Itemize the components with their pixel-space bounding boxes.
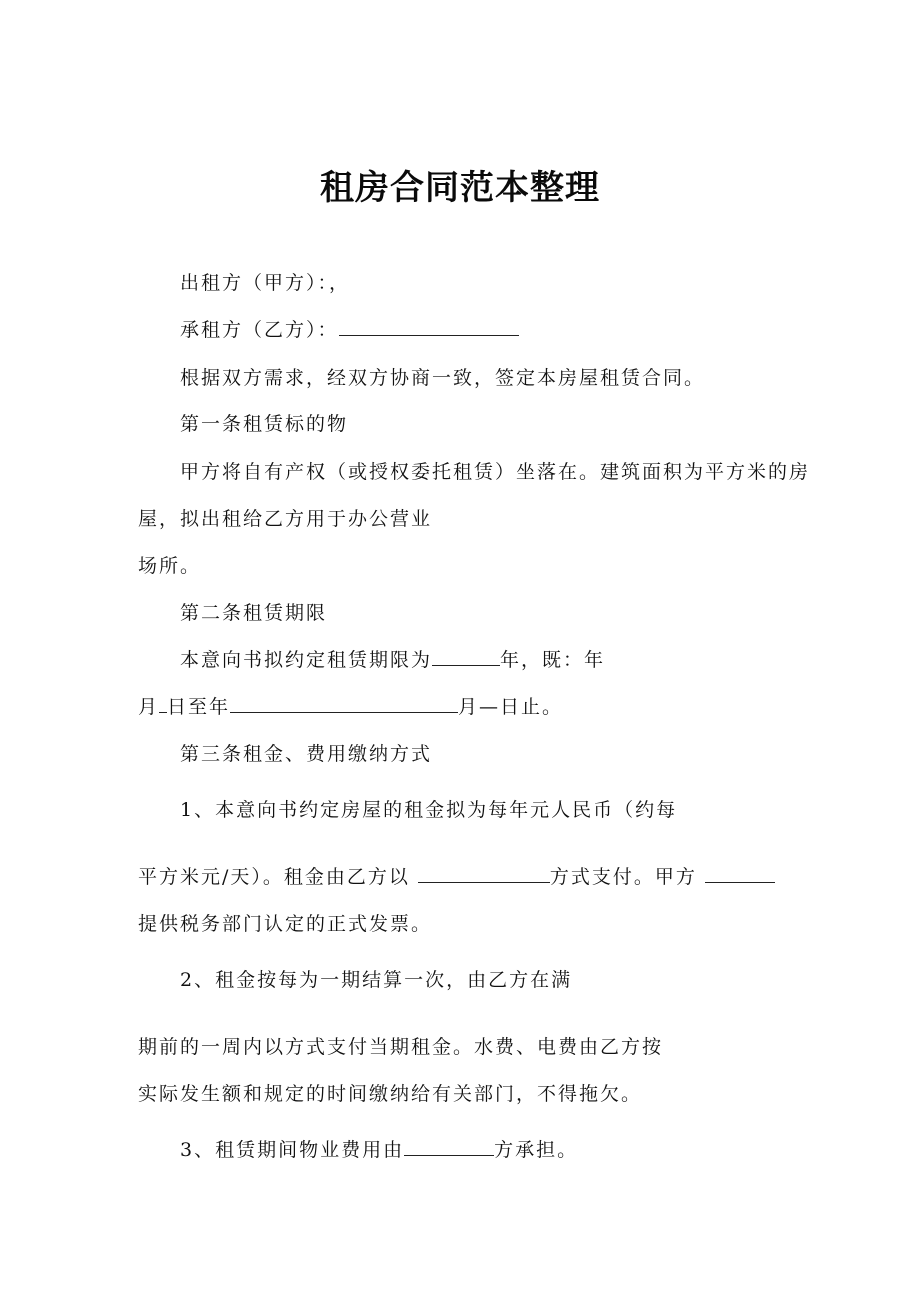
clause-1-line-3: [138, 909, 432, 936]
clause-2-line-2: [138, 1032, 663, 1059]
article-2-line-1: [180, 645, 605, 672]
article-1-heading-text: 第一条租赁标的物: [180, 413, 349, 435]
preamble-text: 根据双方需求，经双方协商一致，签定本房屋租赁合同。: [180, 367, 706, 389]
clause-2-line-3: [138, 1079, 642, 1106]
term-years-blank: [432, 647, 500, 666]
preamble-line: [180, 363, 705, 390]
clause-3-text-1b: 方承担。: [494, 1139, 579, 1161]
clause-3-text-1a: 3、租赁期间物业费用由: [180, 1139, 405, 1161]
article-2-text-2c: 月—日止。: [458, 696, 564, 718]
invoice-blank: [705, 864, 775, 883]
lessee-line: [180, 315, 519, 342]
article-2-line-2: [138, 692, 563, 719]
clause-2-text-2: 期前的一周内以方式支付当期租金。水费、电费由乙方按: [138, 1036, 664, 1058]
lessee-blank: [339, 317, 519, 336]
document-title: 租房合同范本整理: [320, 168, 600, 208]
article-3-heading-text: 第三条租金、费用缴纳方式: [180, 743, 433, 765]
clause-2-text-1: 2、租金按每为一期结算一次，由乙方在满: [180, 969, 573, 991]
clause-1-text-2b: 方式支付。甲方: [549, 866, 697, 888]
article-1-text-3: 场所。: [138, 555, 202, 577]
payment-method-blank: [418, 864, 550, 883]
property-fee-party-blank: [404, 1137, 494, 1156]
article-2-text-2a: 月: [138, 696, 160, 718]
article-2-text-2b: 日至年: [167, 696, 231, 718]
clause-2-text-3: 实际发生额和规定的时间缴纳给有关部门，不得拖欠。: [138, 1083, 643, 1105]
article-3-heading: [180, 739, 432, 766]
clause-1-text-3: 提供税务部门认定的正式发票。: [138, 913, 433, 935]
clause-1-text-2a: 平方米元/天）。租金由乙方以: [138, 866, 410, 888]
clause-2-line-1: [180, 965, 572, 992]
article-1-line-3: [138, 551, 201, 578]
clause-1-text-1: 1、本意向书约定房屋的租金拟为每年元人民币（约每: [180, 799, 678, 821]
end-date-blank: [230, 694, 458, 713]
clause-3-line-1: [180, 1135, 578, 1162]
article-2-heading: [180, 598, 327, 625]
lessee-label: 承租方（乙方）：: [180, 319, 339, 341]
clause-1-line-1: [180, 795, 677, 822]
article-1-line-2: [138, 504, 432, 531]
start-day-blank: [159, 694, 167, 713]
article-2-text-1b: 年，既：年: [500, 649, 606, 671]
article-1-text-2: 屋，拟出租给乙方用于办公营业: [138, 508, 433, 530]
article-1-heading: [180, 409, 348, 436]
article-2-text-1a: 本意向书拟约定租赁期限为: [180, 649, 433, 671]
lessor-label: 出租方（甲方）：，: [180, 272, 351, 294]
article-1-text-1: 甲方将自有产权（或授权委托租赁）坐落在。建筑面积为平方米的房: [180, 461, 811, 483]
article-2-heading-text: 第二条租赁期限: [180, 602, 328, 624]
article-1-line-1: [180, 457, 810, 484]
clause-1-line-2: [138, 862, 775, 889]
lessor-line: [180, 268, 350, 295]
